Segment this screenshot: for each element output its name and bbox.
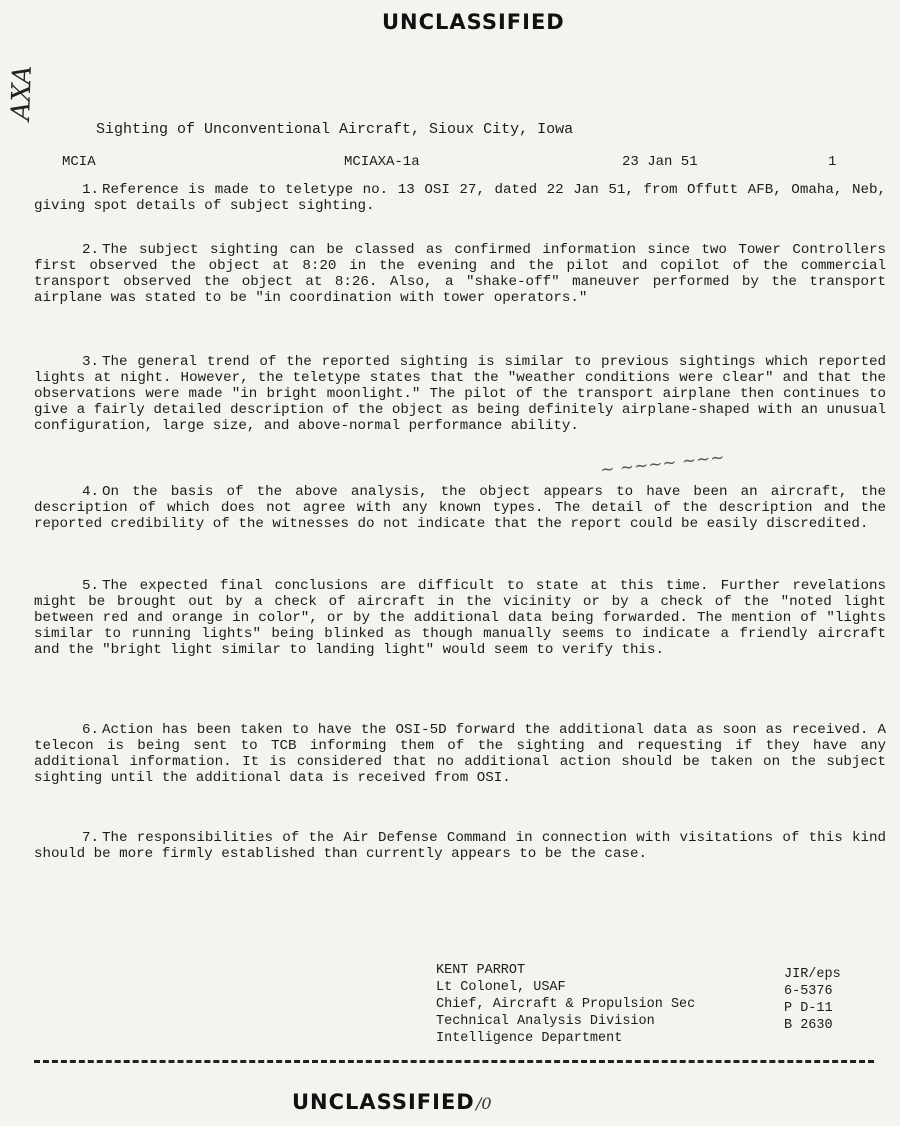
office-symbol: MCIA [62, 154, 96, 170]
signer-name: KENT PARROT [436, 963, 526, 978]
signer-title: Chief, Aircraft & Propulsion Sec [436, 997, 696, 1012]
paragraph-number: 1. [82, 182, 100, 198]
paragraph-text: The responsibilities of the Air Defense Command in connection with visitations of this kind should be more firmly established than currently appears to be the case. [34, 830, 886, 862]
paragraph-text: The expected final conclusions are difficult to state at this time. Further revelations might be brought out by a check of aircraft in the vicinity or by a check of the "noted light between red and orange in color", or by the additional data being forwarded. The mention of "lights similar to running lights" being blinked as though manually seems to indicate a friendly aircraft and the "bright light similar to landing light" would seem to verify this. [34, 578, 886, 658]
paragraph-text: The subject sighting can be classed as confirmed information since two Tower Controllers first observed the object at 8:20 in the evening and the pilot and copilot of the commercial transport observed the object at 8:26. Also, a "shake-off" maneuver performed by the transport airplane was stated to be "in coordination with tower operators." [34, 242, 886, 306]
paragraph-number: 5. [82, 578, 100, 594]
paragraph-text: Action has been taken to have the OSI-5D forward the additional data as soon as received. A telecon is being sent to TCB informing them of the sighting and requesting if they have any additional information. It is considered that no additional action should be taken on the subject sighting until the additional data is received from OSI. [34, 722, 886, 786]
paragraph-3 [34, 354, 886, 434]
room-number: P D-11 [784, 1001, 833, 1016]
paragraph-number: 6. [82, 722, 100, 738]
paragraph-number: 3. [82, 354, 100, 370]
page-number: 1 [828, 154, 837, 170]
file-reference-block [784, 966, 841, 1034]
paragraph-7 [34, 830, 886, 862]
handwritten-scrawl: ~ ~~~~ ~~~ [599, 447, 726, 481]
handwritten-page-mark: /0 [476, 1094, 492, 1113]
reference-code: MCIAXA-1a [344, 154, 420, 170]
margin-handwritten-note: AXA [6, 64, 38, 122]
building-number: B 2630 [784, 1018, 833, 1033]
signer-division: Technical Analysis Division [436, 1014, 655, 1029]
phone-extension: 6-5376 [784, 984, 833, 999]
subject-line: Sighting of Unconventional Aircraft, Sioux City, Iowa [96, 121, 574, 138]
signature-block [436, 962, 695, 1047]
document-date: 23 Jan 51 [622, 154, 698, 170]
classification-stamp-top: UNCLASSIFIED [382, 10, 565, 34]
paragraph-text: On the basis of the above analysis, the object appears to have been an aircraft, the description of which does not agree with any known types. The detail of the description and the reported credibility of the witnesses do not indicate that the report could be easily discredited. [34, 484, 886, 532]
classification-stamp-bottom: UNCLASSIFIED [292, 1090, 475, 1114]
paragraph-6 [34, 722, 886, 786]
paragraph-text: The general trend of the reported sighting is similar to previous sightings which reported lights at night. However, the teletype states that the "weather conditions were clear" and that the observations were made "in bright moonlight." The pilot of the transport airplane then continues to give a fairly detailed description of the object as being definitely airplane-shaped with an unusual configuration, large size, and above-normal performance ability. [34, 354, 886, 434]
signer-rank: Lt Colonel, USAF [436, 980, 566, 995]
paragraph-1 [34, 182, 886, 214]
paragraph-number: 2. [82, 242, 100, 258]
paragraph-number: 4. [82, 484, 100, 500]
typist-initials: JIR/eps [784, 967, 841, 982]
paragraph-2 [34, 242, 886, 306]
paragraph-5 [34, 578, 886, 658]
dashed-divider [34, 1060, 874, 1063]
signer-department: Intelligence Department [436, 1031, 623, 1046]
paragraph-text: Reference is made to teletype no. 13 OSI 27, dated 22 Jan 51, from Offutt AFB, Omaha, Neb, giving spot details of subject sighting. [34, 182, 886, 214]
paragraph-4 [34, 484, 886, 532]
paragraph-number: 7. [82, 830, 100, 846]
